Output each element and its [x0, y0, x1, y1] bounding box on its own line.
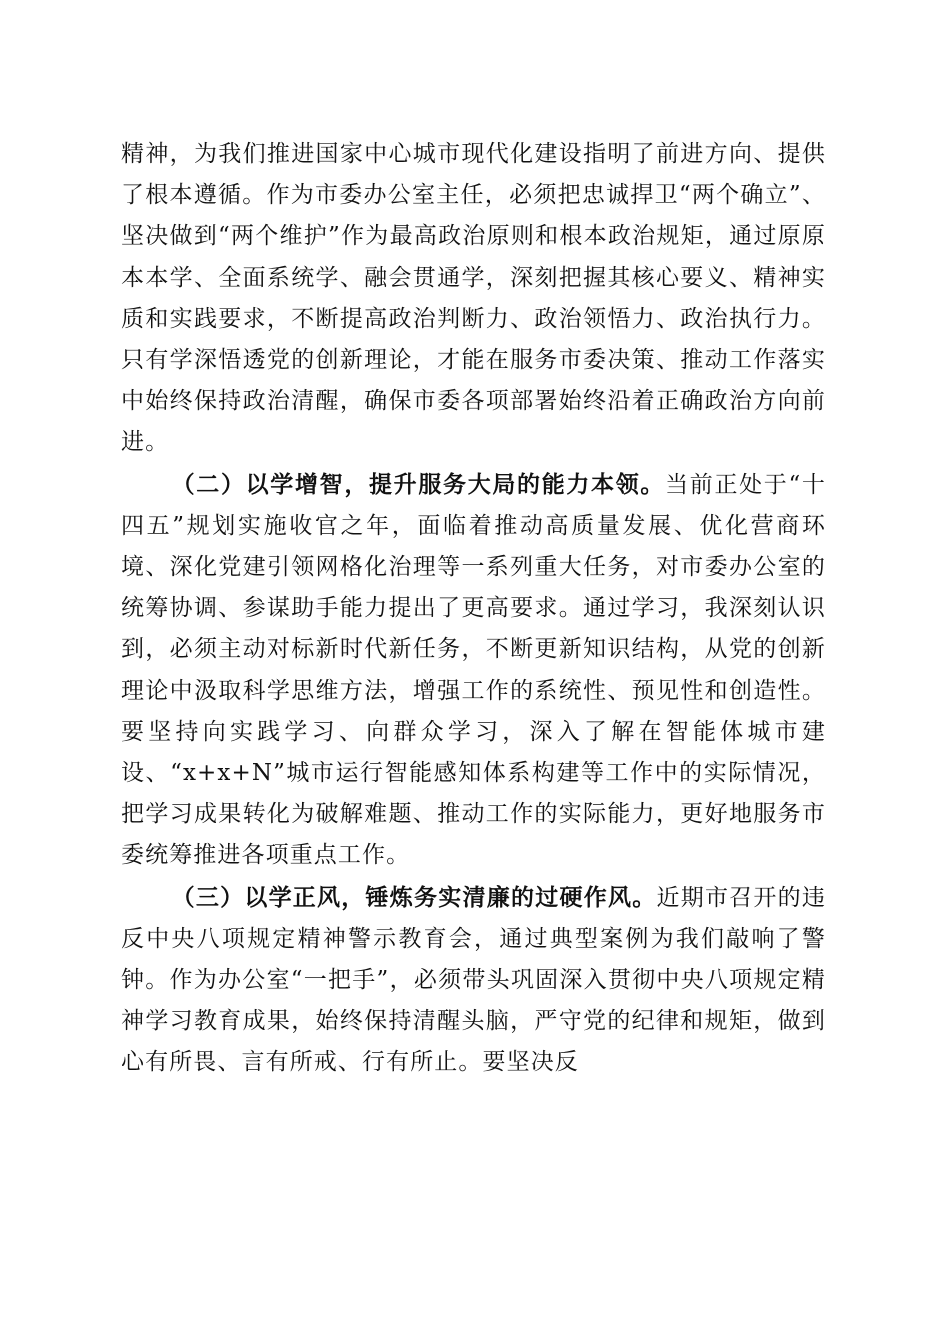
paragraph-section-2 — [121, 464, 826, 877]
paragraph-continuation — [121, 134, 826, 464]
section-heading: （二）以学增智，提升服务大局的能力本领。 — [171, 470, 666, 498]
document-body — [121, 134, 826, 1084]
paragraph-text: 近期市召开的违反中央八项规定精神警示教育会，通过典型案例为我们敲响了警钟。作为办公室“一把手”，必须带头巩固深入贯彻中央八项规定精神学习教育成果，始终保持清醒头脑，严守党的纪律和规矩，做到心有所畏、言有所戒、行有所止。要坚决反 — [121, 884, 827, 1076]
paragraph-section-3 — [121, 877, 826, 1084]
section-heading: （三）以学正风，锤炼务实清廉的过硬作风。 — [171, 883, 657, 911]
paragraph-text: 精神，为我们推进国家中心城市现代化建设指明了前进方向、提供了根本遵循。作为市委办公室主任，必须把忠诚捍卫“两个确立”、坚决做到“两个维护”作为最高政治原则和根本政治规矩，通过原原本本学、全面系统学、融会贯通学，深刻把握其核心要义、精神实质和实践要求，不断提高政治判断力、政治领悟力、政治执行力。只有学深悟透党的创新理论，才能在服务市委决策、推动工作落实中始终保持政治清醒，确保市委各项部署始终沿着正确政治方向前进。 — [121, 141, 826, 456]
paragraph-text: 当前正处于“十四五”规划实施收官之年，面临着推动高质量发展、优化营商环境、深化党建引领网格化治理等一系列重大任务，对市委办公室的统筹协调、参谋助手能力提出了更高要求。通过学习，我深刻认识到，必须主动对标新时代新任务，不断更新知识结构，从党的创新理论中汲取科学思维方法，增强工作的系统性、预见性和创造性。要坚持向实践学习、向群众学习，深入了解在智能体城市建设、“x+x+N”城市运行智能感知体系构建等工作中的实际情况，把学习成果转化为破解难题、推动工作的实际能力，更好地服务市委统筹推进各项重点工作。 — [121, 471, 826, 869]
